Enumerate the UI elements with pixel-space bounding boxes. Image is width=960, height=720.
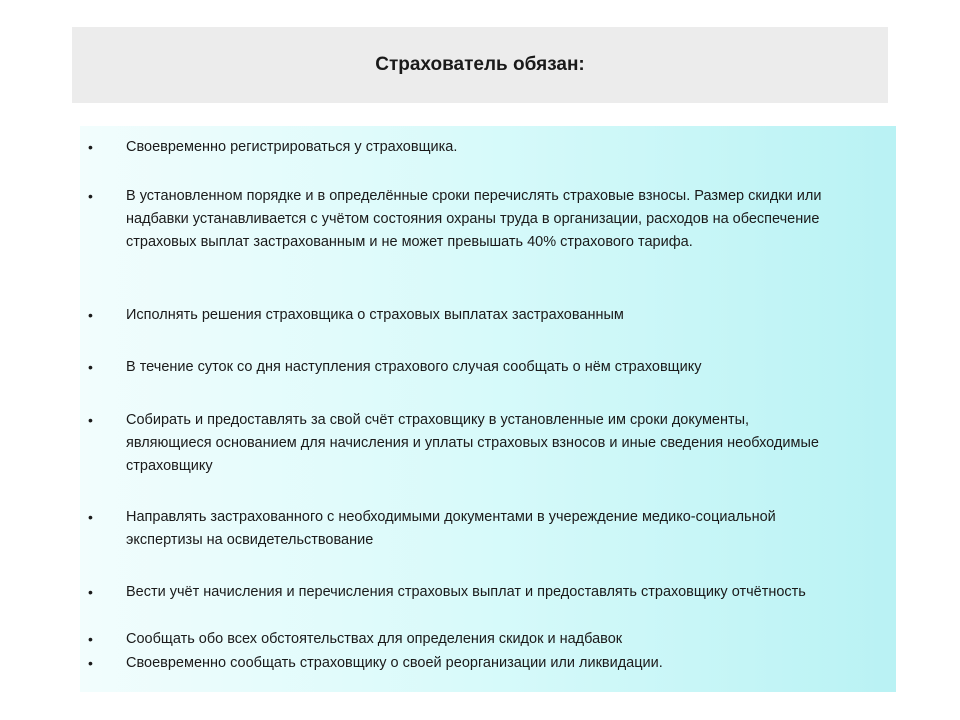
list-item-text: В установленном порядке и в определённые сроки перечислять страховые взносы. Размер скидки или надбавки устанавливается с учётом состояния охраны труда в организации, расходов на обеспечение страховых выплат застрахованным и не может превышать 40% страхового тарифа. xyxy=(126,188,822,250)
list-item-text: Сообщать обо всех обстоятельствах для определения скидок и надбавок xyxy=(126,631,623,647)
bullet-icon: • xyxy=(88,655,93,671)
list-item-text: Исполнять решения страховщика о страховых выплатах застрахованным xyxy=(126,307,624,323)
bullet-icon: • xyxy=(88,359,93,375)
list-item-text: Направлять застрахованного с необходимыми документами в учереждение медико-социальной экспертизы на освидетельствование xyxy=(126,509,776,548)
bullet-icon: • xyxy=(88,631,93,647)
bullet-icon: • xyxy=(88,139,93,155)
bullet-icon: • xyxy=(88,412,93,428)
list-item-text: Вести учёт начисления и перечисления страховых выплат и предоставлять страховщику отчётность xyxy=(126,584,806,600)
slide-title: Страхователь обязан: xyxy=(375,54,585,75)
list-item-text: Своевременно регистрироваться у страховщика. xyxy=(126,139,458,155)
content-box xyxy=(80,126,896,692)
list-item-text: Своевременно сообщать страховщику о своей реорганизации или ликвидации. xyxy=(126,655,663,671)
title-bar xyxy=(72,27,888,103)
list-item-text: В течение суток со дня наступления страхового случая сообщать о нём страховщику xyxy=(126,359,702,375)
bullet-icon: • xyxy=(88,307,93,323)
bullet-icon: • xyxy=(88,509,93,525)
bullet-icon: • xyxy=(88,584,93,600)
bullet-icon: • xyxy=(88,188,93,204)
list-item-text: Собирать и предоставлять за свой счёт страховщику в установленные им сроки документы, являющиеся основанием для начисления и уплаты страховых взносов и иные сведения необходимые страховщику xyxy=(126,412,819,474)
